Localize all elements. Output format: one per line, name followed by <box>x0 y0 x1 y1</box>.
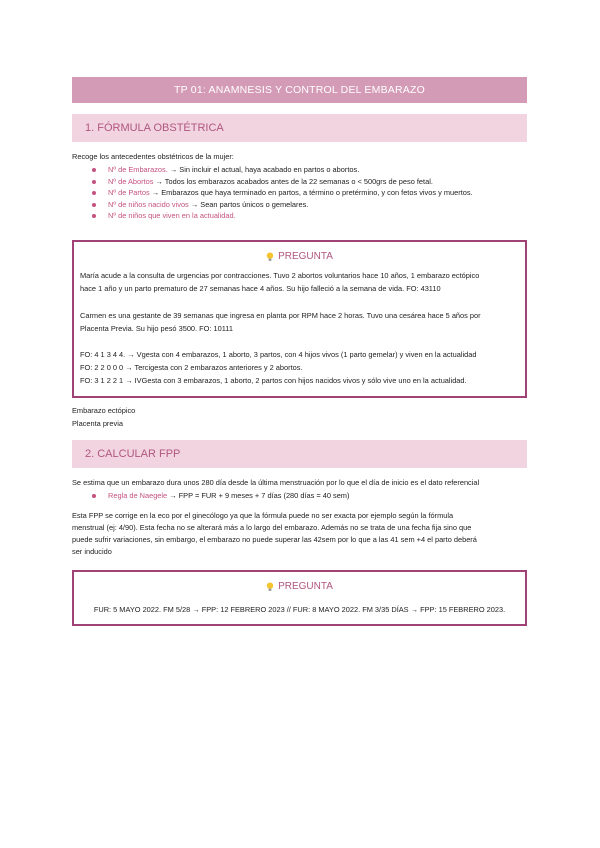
document-title: TP 01: ANAMNESIS Y CONTROL DEL EMBARAZO <box>72 77 527 103</box>
paragraph-line: Esta FPP se corrige en la eco por el ginecólogo ya que la fórmula puede no ser exacta por ejemplo según la fórmula <box>72 511 454 520</box>
question-line: hace 1 año y un parto prematuro de 27 semanas hace 4 años. Su hijo falleció a la semana de vida. FO: 43110 <box>80 284 441 293</box>
naegele-list <box>92 490 349 502</box>
question-title-text: PREGUNTA <box>278 251 333 262</box>
item-label: Nº de Abortos <box>108 176 154 186</box>
bullet-icon <box>92 214 96 218</box>
bullet-icon <box>92 191 96 195</box>
question-line: Carmen es una gestante de 39 semanas que ingresa en planta por RPM hace 2 horas. Tuvo una cesárea hace 5 años por <box>80 311 481 320</box>
note-line: Embarazo ectópico <box>72 406 136 415</box>
lightbulb-icon <box>266 582 274 592</box>
item-label: Nº de Embarazos. <box>108 165 168 174</box>
item-text: → Sin incluir el actual, haya acabado en partos o abortos. <box>167 165 360 174</box>
item-label: Nº de Partos <box>108 188 150 198</box>
list-item <box>92 210 473 222</box>
item-text: → Embarazos que haya terminado en partos, a término o pretérmino, y con fetos vivos y muertos. <box>149 188 473 198</box>
bullet-icon <box>92 494 96 498</box>
item-label: Nº de niños nacido vivos <box>108 199 189 209</box>
question-box-1 <box>72 240 527 398</box>
section2-intro: Se estima que un embarazo dura unos 280 día desde la última menstruación por lo que el día de inicio es el dato referencial <box>72 478 480 487</box>
question-answer: FUR: 5 MAYO 2022. FM 5/28 → FPP: 12 FEBRERO 2023 // FUR: 8 MAYO 2022. FM 3/35 DÍAS → FPP: 15 FEBRERO 2023. <box>93 605 506 614</box>
section-heading-fpp: 2. CALCULAR FPP <box>72 440 527 468</box>
fo-answer: FO: 2 2 0 0 0 → Tercigesta con 2 embarazos anteriores y 2 abortos. <box>80 363 303 372</box>
list-item <box>92 164 473 176</box>
list-item <box>92 490 349 502</box>
paragraph-line: puede sufrir variaciones, sin embargo, el embarazo no puede superar las 42sem por lo que a las 41 sem +4 el parto deberá <box>72 535 477 544</box>
question-title <box>74 251 525 262</box>
question-line: María acude a la consulta de urgencias por contracciones. Tuvo 2 abortos voluntarios hace 10 años, 1 embarazo ectópico <box>80 271 480 280</box>
item-text: → Todos los embarazos acabados antes de la 22 semanas o < 500grs de peso fetal. <box>153 176 433 186</box>
paragraph-line: menstrual (ej: 4/90). Esta fecha no se alterará más a lo largo del embarazo. Además no se trata de una fecha fija sino que <box>72 523 472 532</box>
section1-intro: Recoge los antecedentes obstétricos de la mujer: <box>72 152 234 161</box>
question-title <box>74 581 525 592</box>
fpp-paragraph <box>72 510 527 558</box>
item-text: → FPP = FUR + 9 meses + 7 días (280 días = 40 sem) <box>167 491 350 500</box>
list-item <box>92 199 473 211</box>
section-heading-formula: 1. FÓRMULA OBSTÉTRICA <box>72 114 527 142</box>
list-item <box>92 176 473 188</box>
fo-answer: FO: 3 1 2 2 1 → IVGesta con 3 embarazos, 1 aborto, 2 partos con hijos nacidos vivos y sólo vive uno en la actualidad. <box>80 376 467 385</box>
fo-answer: FO: 4 1 3 4 4. → Vgesta con 4 embarazos, 1 aborto, 3 partos, con 4 hijos vivos (1 parto gemelar) y viven en la actualidad <box>80 350 477 359</box>
note-line: Placenta previa <box>72 419 123 428</box>
formula-list <box>92 164 473 222</box>
bullet-icon <box>92 168 96 172</box>
lightbulb-icon <box>266 252 274 262</box>
bullet-icon <box>92 180 96 184</box>
list-item <box>92 187 473 199</box>
item-label: Nº de niños que viven en la actualidad. <box>108 211 236 221</box>
question-line: Placenta Previa. Su hijo pesó 3500. FO: 10111 <box>80 324 233 333</box>
item-text: → Sean partos únicos o gemelares. <box>188 199 309 209</box>
bullet-icon <box>92 203 96 207</box>
question-box-2 <box>72 570 527 626</box>
paragraph-line: ser inducido <box>72 547 112 556</box>
question-title-text: PREGUNTA <box>278 581 333 592</box>
item-label: Regla de Naegele <box>108 491 168 500</box>
